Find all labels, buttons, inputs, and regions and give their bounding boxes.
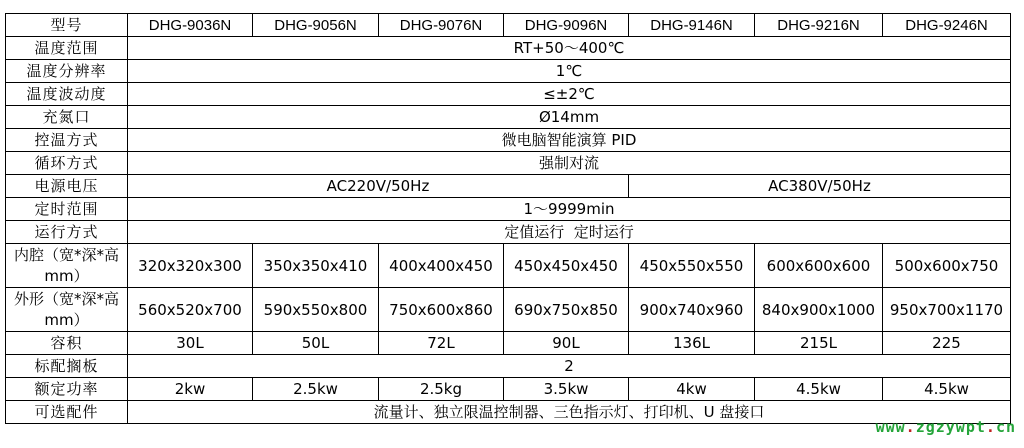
row-circulation [6,152,1011,175]
row-value: 1℃ [128,60,1011,83]
row-nitrogen [6,106,1011,129]
row-label: 标配搁板 [6,355,128,378]
power-cell: 4kw [629,378,755,401]
outer-dim-cell: 690x750x850 [504,288,629,332]
model-name: DHG-9096N [504,14,629,37]
row-value: 微电脑智能演算 PID [128,129,1011,152]
model-name: DHG-9216N [755,14,883,37]
watermark-prefix: www [875,418,906,436]
row-value: 强制对流 [128,152,1011,175]
watermark-dot: . [905,418,916,436]
header-row [6,14,1011,37]
watermark-middle: zgzywpt [915,418,986,436]
header-label: 型号 [6,14,128,37]
row-shelves [6,355,1011,378]
model-name: DHG-9056N [253,14,379,37]
model-name: DHG-9146N [629,14,755,37]
power-cell: 2kw [128,378,253,401]
row-label: 电源电压 [6,175,128,198]
power-cell: 4.5kw [883,378,1011,401]
row-label: 温度范围 [6,37,128,60]
row-label: 运行方式 [6,221,128,244]
inner-dim-cell: 450x550x550 [629,244,755,288]
outer-dim-cell: 750x600x860 [379,288,504,332]
outer-dim-cell: 900x740x960 [629,288,755,332]
outer-dim-cell: 560x520x700 [128,288,253,332]
outer-dim-cell: 840x900x1000 [755,288,883,332]
row-value: ≤±2℃ [128,83,1011,106]
row-volume [6,332,1011,355]
volume-cell: 72L [379,332,504,355]
row-label: 温度波动度 [6,83,128,106]
inner-dim-cell: 600x600x600 [755,244,883,288]
row-label: 可选配件 [6,401,128,424]
row-label: 外形（宽*深*高 mm） [6,288,128,332]
volume-cell: 50L [253,332,379,355]
row-value: 定值运行 定时运行 [128,221,1011,244]
row-options [6,401,1011,424]
inner-dim-cell: 450x450x450 [504,244,629,288]
row-timer [6,198,1011,221]
row-control [6,129,1011,152]
row-value-220v: AC220V/50Hz [128,175,629,198]
row-label: 内腔（宽*深*高 mm） [6,244,128,288]
row-temp-range [6,37,1011,60]
model-name: DHG-9246N [883,14,1011,37]
row-label: 额定功率 [6,378,128,401]
power-cell: 3.5kw [504,378,629,401]
power-cell: 2.5kw [253,378,379,401]
row-resolution [6,60,1011,83]
row-value: 1～9999min [128,198,1011,221]
row-fluctuation [6,83,1011,106]
watermark-suffix: cn [995,418,1016,436]
row-label: 容积 [6,332,128,355]
row-power-supply [6,175,1011,198]
row-operation [6,221,1011,244]
inner-dim-cell: 400x400x450 [379,244,504,288]
row-label: 温度分辨率 [6,60,128,83]
watermark [876,418,1016,436]
power-cell: 4.5kw [755,378,883,401]
outer-dim-cell: 590x550x800 [253,288,379,332]
row-label: 控温方式 [6,129,128,152]
watermark-dot: . [985,418,996,436]
row-label: 定时范围 [6,198,128,221]
volume-cell: 225 [883,332,1011,355]
inner-dim-cell: 350x350x410 [253,244,379,288]
outer-dim-cell: 950x700x1170 [883,288,1011,332]
row-value: 流量计、独立限温控制器、三色指示灯、打印机、U 盘接口 [128,401,1011,424]
row-value: 2 [128,355,1011,378]
row-label: 充氮口 [6,106,128,129]
spec-table [5,13,1011,424]
volume-cell: 136L [629,332,755,355]
model-name: DHG-9036N [128,14,253,37]
inner-dim-cell: 500x600x750 [883,244,1011,288]
inner-dim-cell: 320x320x300 [128,244,253,288]
model-name: DHG-9076N [379,14,504,37]
row-label: 循环方式 [6,152,128,175]
row-value: RT+50～400℃ [128,37,1011,60]
row-inner-dimensions [6,244,1011,288]
row-value: Ø14mm [128,106,1011,129]
volume-cell: 215L [755,332,883,355]
volume-cell: 30L [128,332,253,355]
row-rated-power [6,378,1011,401]
power-cell: 2.5kg [379,378,504,401]
row-outer-dimensions [6,288,1011,332]
row-value-380v: AC380V/50Hz [629,175,1011,198]
volume-cell: 90L [504,332,629,355]
